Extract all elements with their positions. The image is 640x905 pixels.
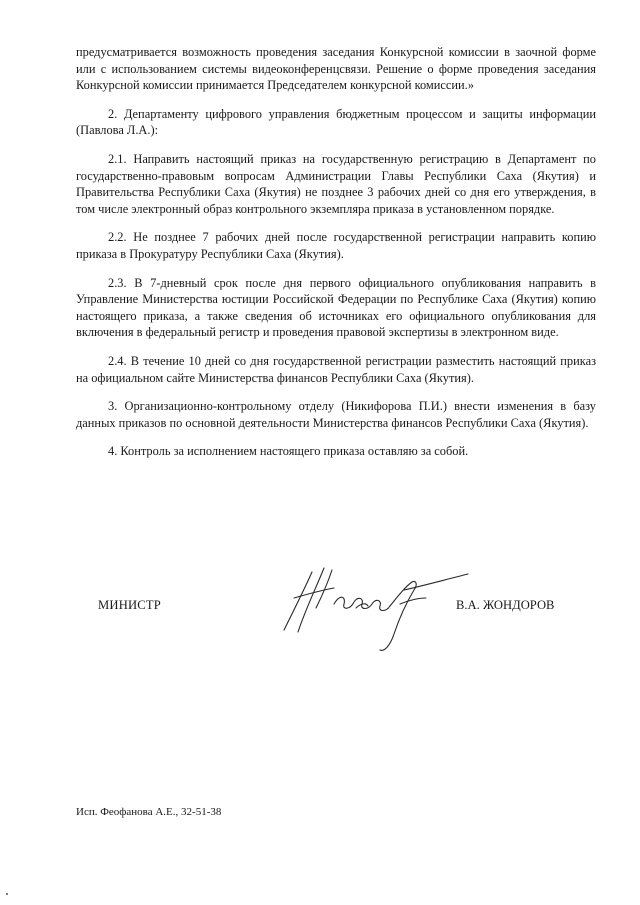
- paragraph-item-4: 4. Контроль за исполнением настоящего приказа оставляю за собой.: [108, 444, 469, 459]
- paragraph-item-2-3: 2.3. В 7-дневный срок после дня первого официального опубликования направить в Управление Министерства юстиции Российской Федерации по Республике Саха (Якутия) копию настоящего приказа, а также сведения об источниках его официального опубликования для включения в федеральный регистр и проведения правовой экспертизы в электронном виде.: [76, 275, 596, 340]
- paragraph-item-3: 3. Организационно-контрольному отделу (Никифорова П.И.) внести изменения в базу данных приказов по основной деятельности Министерства финансов Республики Саха (Якутия).: [76, 399, 596, 430]
- executor-note: Исп. Феофанова А.Е., 32-51-38: [76, 806, 222, 818]
- paragraph-continuation: предусматривается возможность проведения заседания Конкурсной комиссии в заочной форме или с использованием системы видеоконференцсвязи. Решение о форме проведения заседания Конкурсной комиссии принимается Председателем конкурсной комиссии.»: [76, 45, 596, 93]
- handwritten-signature: [272, 560, 472, 660]
- paragraph-item-2: 2. Департаменту цифрового управления бюджетным процессом и защиты информации (Павлова Л.А.):: [76, 106, 596, 138]
- signatory-name: В.А. ЖОНДОРОВ: [456, 598, 555, 612]
- signature-block: [0, 560, 640, 670]
- scan-speck: [6, 893, 8, 895]
- paragraph-item-2-1: 2.1. Направить настоящий приказ на государственную регистрацию в Департамент по государственно-правовым вопросам Администрации Главы Республики Саха (Якутия) и Правительства Республики Саха (Якутия) не позднее 3 рабочих дней со дня его утверждения, в том числе электронный образ контрольного экземпляра приказа в установленном порядке.: [76, 151, 596, 216]
- paragraph-item-2-2: 2.2. Не позднее 7 рабочих дней после государственной регистрации направить копию приказа в Прокуратуру Республики Саха (Якутия).: [76, 230, 596, 261]
- document-body: [76, 44, 596, 472]
- paragraph-item-2-4: 2.4. В течение 10 дней со дня государственной регистрации разместить настоящий приказ на официальном сайте Министерства финансов Республики Саха (Якутия).: [76, 353, 596, 385]
- signatory-title: МИНИСТР: [98, 598, 161, 612]
